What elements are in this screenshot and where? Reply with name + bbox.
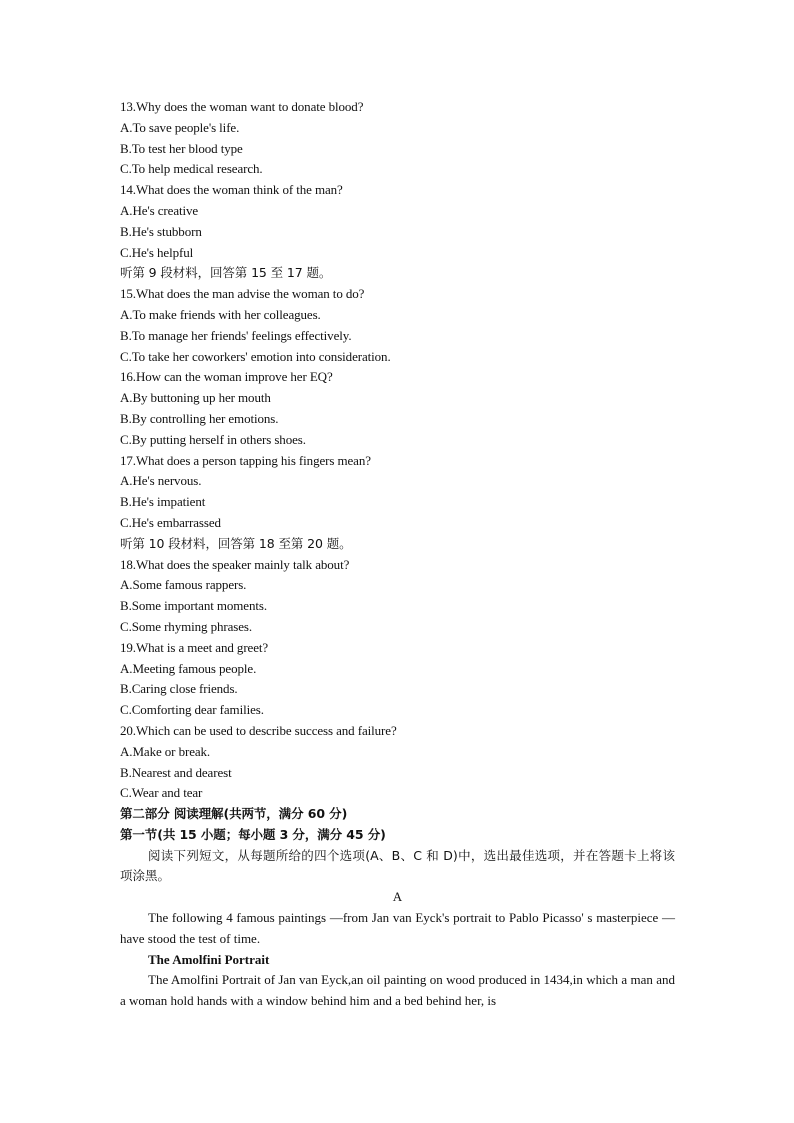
- question-stem: 17.What does a person tapping his fingers mean?: [120, 452, 371, 468]
- section-title: 第一节(共 15 小题；每小题 3 分，满分 45 分): [120, 826, 386, 842]
- reading-instructions: 阅读下列短文，从每题所给的四个选项(A、B、C 和 D)中，选出最佳选项，并在答题卡上将该项涂黑。: [120, 847, 675, 884]
- question-stem: 19.What is a meet and greet?: [120, 639, 269, 655]
- passage-intro: The following 4 famous paintings —from Jan van Eyck's portrait to Pablo Picasso' s masterpiece —have stood the test of time.: [120, 910, 675, 946]
- answer-option: B.Some important moments.: [120, 598, 267, 614]
- question-stem: 16.How can the woman improve her EQ?: [120, 369, 333, 385]
- answer-option: B.To test her blood type: [120, 140, 243, 156]
- answer-option: A.To make friends with her colleagues.: [120, 306, 321, 322]
- answer-option: A.He's creative: [120, 202, 199, 218]
- answer-option: A.To save people's life.: [120, 119, 240, 135]
- answer-option: B.To manage her friends' feelings effectively.: [120, 327, 352, 343]
- answer-option: B.By controlling her emotions.: [120, 410, 279, 426]
- painting-subtitle: The Amolfini Portrait: [148, 951, 270, 967]
- answer-option: A.Meeting famous people.: [120, 660, 257, 676]
- question-list: [120, 97, 680, 1012]
- question-stem: 18.What does the speaker mainly talk about?: [120, 556, 350, 572]
- passage-body: The Amolfini Portrait of Jan van Eyck,an oil painting on wood produced in 1434,in which a man and a woman hold hands with a window behind him and a bed behind her, is: [120, 972, 675, 1009]
- listening-instruction: 听第 9 段材料，回答第 15 至 17 题。: [120, 265, 332, 281]
- answer-option: B.He's stubborn: [120, 223, 202, 239]
- question-stem: 14.What does the woman think of the man?: [120, 182, 343, 198]
- answer-option: C.He's embarrassed: [120, 514, 221, 530]
- answer-option: B.Nearest and dearest: [120, 764, 232, 780]
- answer-option: A.Make or break.: [120, 743, 211, 759]
- question-stem: 13.Why does the woman want to donate blood?: [120, 99, 364, 114]
- passage-label: A: [392, 889, 403, 905]
- listening-instruction: 听第 10 段材料，回答第 18 至第 20 题。: [120, 535, 352, 551]
- answer-option: C.He's helpful: [120, 244, 194, 260]
- answer-option: A.Some famous rappers.: [120, 577, 247, 593]
- answer-option: C.Wear and tear: [120, 785, 203, 801]
- answer-option: A.He's nervous.: [120, 473, 202, 489]
- answer-option: C.By putting herself in others shoes.: [120, 431, 306, 447]
- answer-option: B.Caring close friends.: [120, 681, 238, 697]
- question-stem: 15.What does the man advise the woman to do?: [120, 286, 365, 302]
- answer-option: C.To help medical research.: [120, 161, 263, 177]
- answer-option: B.He's impatient: [120, 494, 206, 510]
- answer-option: C.To take her coworkers' emotion into consideration.: [120, 348, 391, 364]
- answer-option: C.Comforting dear families.: [120, 702, 264, 718]
- question-stem: 20.Which can be used to describe success and failure?: [120, 722, 397, 738]
- answer-option: A.By buttoning up her mouth: [120, 390, 271, 406]
- part-title: 第二部分 阅读理解(共两节，满分 60 分): [120, 806, 348, 822]
- answer-option: C.Some rhyming phrases.: [120, 618, 253, 634]
